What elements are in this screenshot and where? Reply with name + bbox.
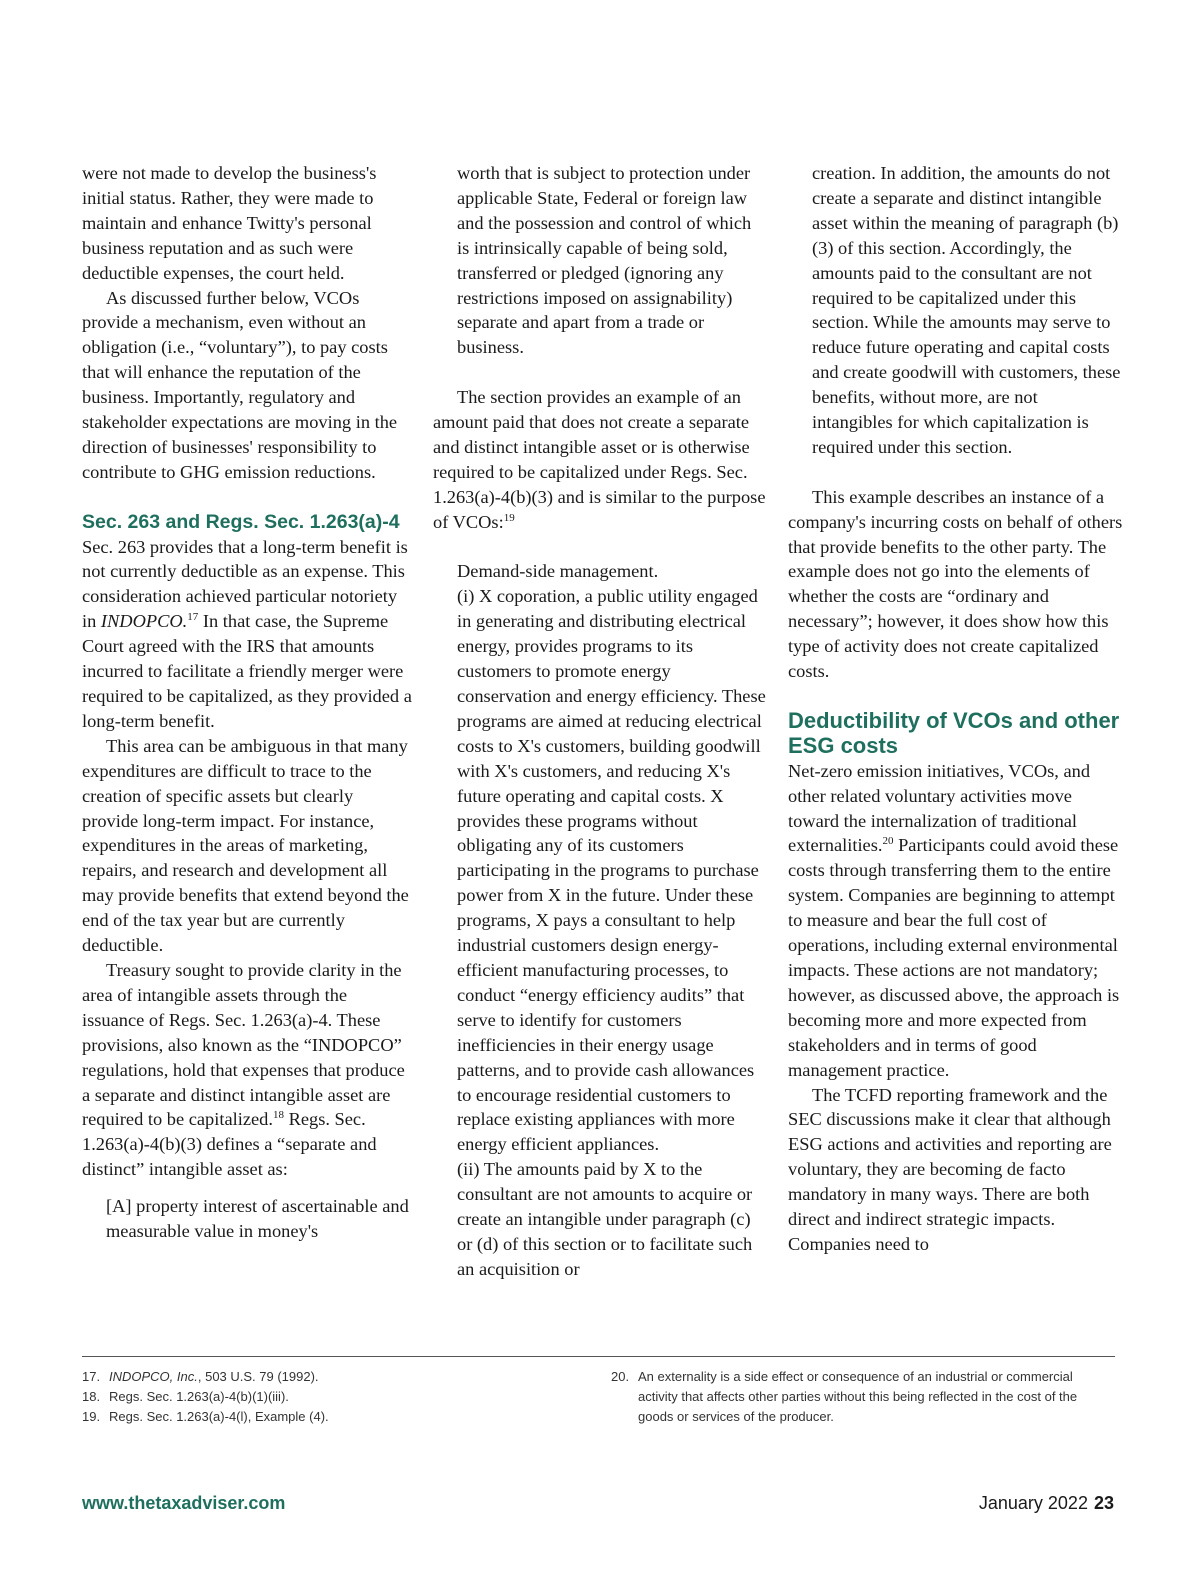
footnote-17 xyxy=(82,1367,522,1387)
c2-p1-text: The section provides an example of an amount paid that does not create a separate and distinct intangible asset or is otherwise required to be capitalized under Regs. Sec. 1.263(a)-4(b)(3) and is similar to the purpose of VCOs: xyxy=(433,387,766,532)
footer-website-link[interactable]: www.thetaxadviser.com xyxy=(82,1493,286,1513)
column-2 xyxy=(433,161,768,1282)
example-title: Demand-side management. xyxy=(457,561,659,582)
footnote-text xyxy=(109,1367,319,1387)
footnote-number: 17. xyxy=(82,1369,101,1384)
page-number: 23 xyxy=(1093,1493,1114,1513)
footnote-ref-18: 18 xyxy=(272,1109,284,1122)
footnote-ref-17: 17 xyxy=(187,611,199,624)
block-quote-start: [A] property interest of ascertainable and measurable value in money's xyxy=(106,1196,409,1242)
block-quote-continued: worth that is subject to protection under applicable State, Federal or foreign law and the possession and control of which is intrinsically capable of being sold, transferred or pledged (ignoring any restrictions imposed on assignability) separate and apart from a trade or business. xyxy=(457,163,752,358)
footer-date: January 2022 xyxy=(978,1493,1088,1513)
example-part-ii-continued: creation. In addition, the amounts do not create a separate and distinct intangible asset within the meaning of paragraph (b)(3) of this section. Accordingly, the amounts paid to the consultant are not required to be capitalized under this section. While the amounts may serve to reduce future operating and capital costs and create goodwill with customers, these benefits, without more, are not intangibles for which capitalization is required under this section. xyxy=(812,163,1121,457)
footnotes-right xyxy=(611,1367,1115,1427)
c1-p3-italic: INDOPCO. xyxy=(100,611,188,632)
example-part-i: (i) X coporation, a public utility engaged in generating and distributing electrical energy, provides programs to its customers to promote energy conservation and energy efficiency. These programs are aimed at reducing electrical costs to X's customers, building goodwill with X's customers, and reducing X's future operating and capital costs. X provides these programs without obligating any of its customers participating in the programs to purchase power from X in the future. Under these programs, X pays a consultant to help industrial customers design energy-efficient manufacturing processes, to conduct “energy efficiency audits” that serve to identify for customers inefficiencies in their energy usage patterns, and to provide cash allowances to encourage residential customers to replace existing appliances with more energy efficient appliances. xyxy=(457,586,766,1155)
c1-p5-text-b: Regs. Sec. 1.263(a)-4(b)(3) defines a “separate and distinct” intangible asset as: xyxy=(82,1109,377,1180)
c1-p3-text-a: Sec. 263 provides that a long-term benefit is not currently deductible as an expense. This consideration achieved particular notoriety in xyxy=(82,536,408,632)
footnote-18 xyxy=(82,1387,522,1407)
c1-paragraph-1: were not made to develop the business's initial status. Rather, they were made to maintain and enhance Twitty's personal business reputation and as such were deductible expenses, the court held. xyxy=(82,163,377,283)
footnote-number: 20. xyxy=(611,1369,630,1384)
c3-p2-text-b: Participants could avoid these costs through transferring them to the entire system. Companies are beginning to attempt to measure and bear the full cost of operations, including external environmental impacts. These actions are not mandatory; however, as discussed above, the approach is becoming more and more expected from stakeholders and in terms of good management practice. xyxy=(788,835,1120,1080)
c1-paragraph-2: As discussed further below, VCOs provide a mechanism, even without an obligation (i.e., “voluntary”), to pay costs that will enhance the reputation of the business. Importantly, regulatory and stakeholder expectations are moving in the direction of businesses' responsibility to contribute to GHG emission reductions. xyxy=(82,287,398,482)
section-heading-deductibility: Deductibility of VCOs and other ESG costs xyxy=(788,707,1120,758)
column-1 xyxy=(82,161,412,1244)
c3-paragraph-1: This example describes an instance of a company's incurring costs on behalf of others that provide benefits to the other party. The example does not go into the elements of whether the costs are “ordinary and necessary”; however, it does show how this type of activity does not create capitalized costs. xyxy=(788,486,1123,682)
footnote-citation: , 503 U.S. 79 (1992). xyxy=(197,1369,319,1384)
c1-paragraph-3 xyxy=(82,535,412,734)
c1-p3-text-b: In that case, the Supreme Court agreed with the IRS that amounts incurred to facilitate a friendly merger were required to be capitalized, as they provided a long-term benefit. xyxy=(82,611,412,731)
footnote-number: 18. xyxy=(82,1389,101,1404)
footnote-text: An externality is a side effect or consequence of an industrial or commercial activity that affects other parties without this being reflected in the cost of the goods or services of the producer. xyxy=(638,1369,1078,1424)
section-heading-sec263: Sec. 263 and Regs. Sec. 1.263(a)-4 xyxy=(82,510,400,533)
footnotes-left xyxy=(82,1367,522,1427)
c3-p2-text-a: Net-zero emission initiatives, VCOs, and other related voluntary activities move toward the internalization of traditional externalities. xyxy=(788,760,1091,856)
footnote-ref-20: 20 xyxy=(882,835,894,848)
c1-paragraph-4: This area can be ambiguous in that many expenditures are difficult to trace to the creation of specific assets but clearly provide long-term impact. For instance, expenditures in the areas of marketing, repairs, and research and development all may provide benefits that extend beyond the end of the tax year but are currently deductible. xyxy=(82,735,409,956)
footnote-ref-19: 19 xyxy=(503,511,515,524)
c2-paragraph-1 xyxy=(433,385,768,534)
footnote-case-name: INDOPCO, Inc. xyxy=(109,1369,198,1384)
footnote-20 xyxy=(611,1367,1115,1427)
c3-paragraph-3: The TCFD reporting framework and the SEC discussions make it clear that although ESG actions and activities and reporting are voluntary, they are becoming de facto mandatory in many ways. There are both direct and indirect strategic impacts. Companies need to xyxy=(788,1084,1112,1254)
c1-p5-text-a: Treasury sought to provide clarity in the area of intangible assets through the issuance of Regs. Sec. 1.263(a)-4. These provisions, also known as the “INDOPCO” regulations, hold that expenses that produce a separate and distinct intangible asset are required to be capitalized. xyxy=(82,959,405,1130)
footnote-text: Regs. Sec. 1.263(a)-4(l), Example (4). xyxy=(109,1409,329,1424)
c3-paragraph-2 xyxy=(788,759,1123,1083)
column-3 xyxy=(788,161,1123,1257)
footer-date-page xyxy=(979,1493,1114,1514)
example-part-ii-start: (ii) The amounts paid by X to the consultant are not amounts to acquire or create an intangible under paragraph (c) or (d) of this section or to facilitate such an acquisition or xyxy=(457,1159,753,1279)
c1-paragraph-5 xyxy=(82,958,412,1182)
footnote-number: 19. xyxy=(82,1409,101,1424)
footnote-divider xyxy=(82,1356,1115,1357)
footnote-text: Regs. Sec. 1.263(a)-4(b)(1)(iii). xyxy=(109,1389,289,1404)
footnote-19 xyxy=(82,1407,522,1427)
